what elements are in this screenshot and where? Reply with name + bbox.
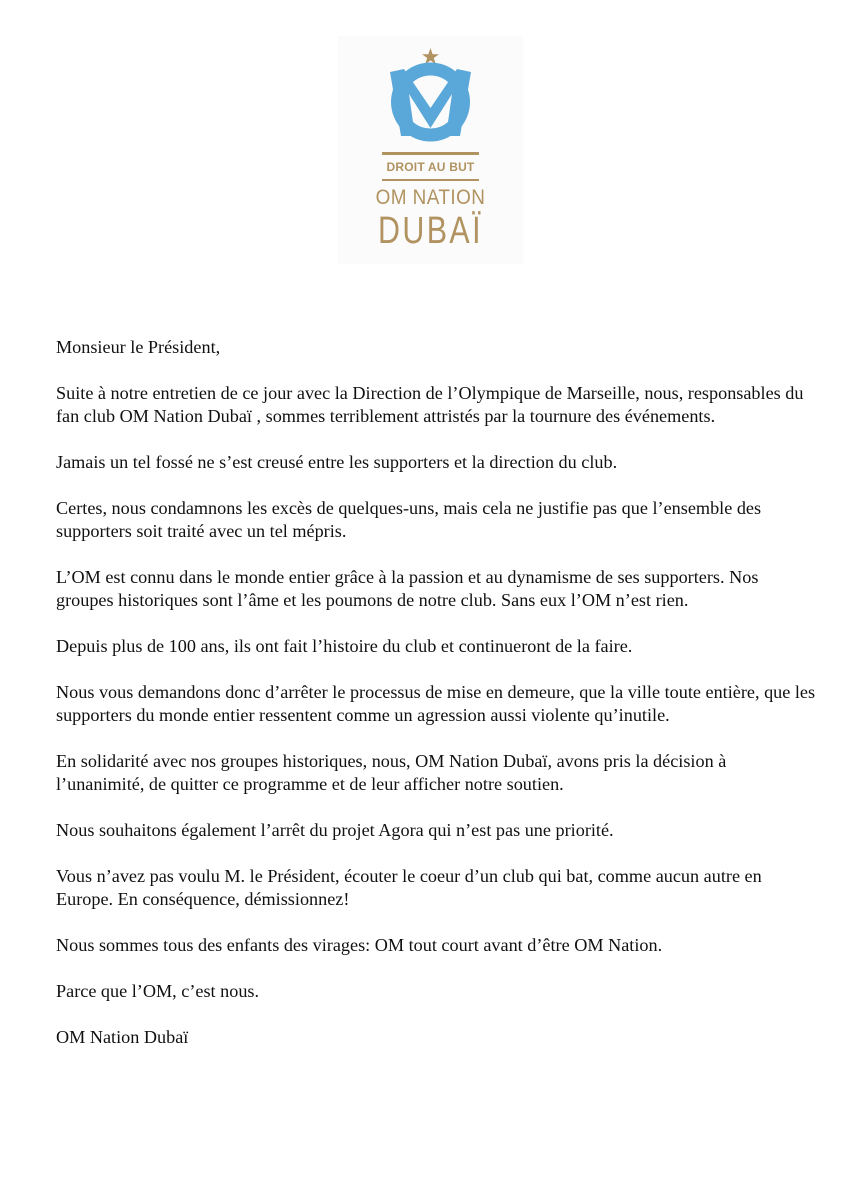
signature: OM Nation Dubaï	[56, 1027, 189, 1047]
crest-m	[390, 69, 471, 136]
club-logo	[338, 36, 523, 264]
motto-bar	[382, 179, 479, 181]
salutation: Monsieur le Président,	[56, 337, 221, 357]
paragraph: L’OM est connu dans le monde entier grâce à la passion et au dynamisme de ses supporters. Nos groupes historiques sont l’âme et les poumons de notre club. Sans eux l’OM n’est rien.	[56, 567, 759, 610]
logo-name-line-1: OM NATION	[375, 186, 486, 209]
paragraph: Nous sommes tous des enfants des virages: OM tout court avant d’être OM Nation.	[56, 935, 663, 955]
crest-bar	[382, 152, 479, 155]
star-icon	[422, 48, 439, 64]
paragraph: Vous n’avez pas voulu M. le Président, écouter le coeur d’un club qui bat, comme aucun autre en Europe. En conséquence, démissionnez!	[56, 866, 762, 909]
logo-motto: DROIT AU BUT	[386, 160, 475, 174]
paragraph: Suite à notre entretien de ce jour avec la Direction de l’Olympique de Marseille, nous, responsables du fan club OM Nation Dubaï , sommes terriblement attristés par la tournure des événements.	[56, 383, 804, 426]
paragraph: Parce que l’OM, c’est nous.	[56, 981, 260, 1001]
paragraph: Jamais un tel fossé ne s’est creusé entre les supporters et la direction du club.	[56, 452, 618, 472]
logo-name-line-2: DUBAÏ	[378, 210, 483, 252]
paragraph: Depuis plus de 100 ans, ils ont fait l’histoire du club et continueront de la faire.	[56, 636, 633, 656]
paragraph: En solidarité avec nos groupes historiques, nous, OM Nation Dubaï, avons pris la décision à l’unanimité, de quitter ce programme et de leur afficher notre soutien.	[56, 751, 727, 794]
paragraph: Nous souhaitons également l’arrêt du projet Agora qui n’est pas une priorité.	[56, 820, 614, 840]
letter-body	[56, 336, 816, 1072]
paragraph: Certes, nous condamnons les excès de quelques-uns, mais cela ne justifie pas que l’ensemble des supporters soit traité avec un tel mépris.	[56, 498, 762, 541]
paragraph: Nous vous demandons donc d’arrêter le processus de mise en demeure, que la ville toute entière, que les supporters du monde entier ressentent comme un agression aussi violente qu’inutile.	[56, 682, 816, 725]
